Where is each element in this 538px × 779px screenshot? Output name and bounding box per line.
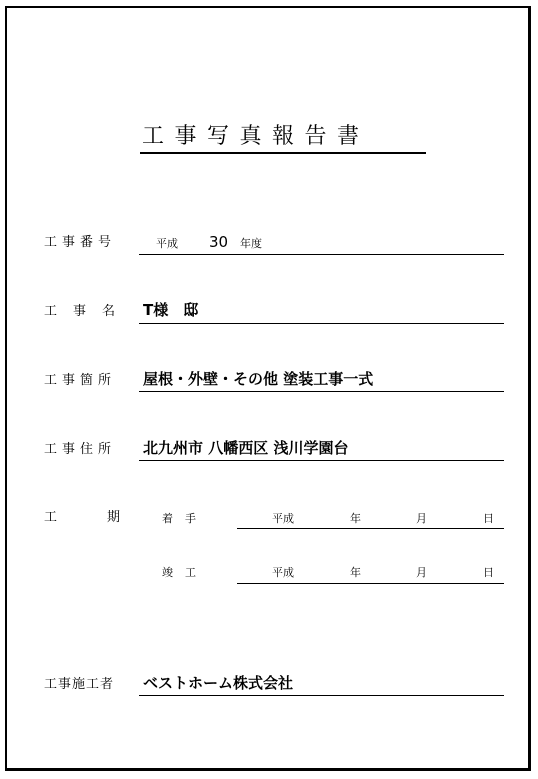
period-end-day: 日 xyxy=(483,566,494,579)
period-start-era: 平成 xyxy=(272,512,294,525)
period-start-label: 着手 xyxy=(162,512,208,525)
construction-name-value: T様 邸 xyxy=(143,301,199,319)
construction-location-label: 工事箇所 xyxy=(44,373,117,388)
contractor-label: 工事施工者 xyxy=(44,677,115,692)
contractor-rule xyxy=(139,695,504,696)
period-start-year: 年 xyxy=(350,512,361,525)
construction-address-value: 北九州市 八幡西区 浅川学園台 xyxy=(143,439,349,457)
construction-number-era: 平成 xyxy=(156,237,178,250)
period-start-rule xyxy=(237,528,504,529)
construction-number-label: 工事番号 xyxy=(44,235,117,250)
period-end-label: 竣工 xyxy=(162,566,208,579)
period-start-day: 日 xyxy=(483,512,494,525)
period-end-year: 年 xyxy=(350,566,361,579)
construction-number-rule xyxy=(139,254,504,255)
construction-period-label: 工期 xyxy=(44,510,171,525)
period-end-era: 平成 xyxy=(272,566,294,579)
construction-number-year-suffix: 年度 xyxy=(240,237,262,250)
construction-location-rule xyxy=(139,391,504,392)
construction-location-value: 屋根・外壁・その他 塗装工事一式 xyxy=(143,370,374,388)
construction-name-label: 工事名 xyxy=(44,304,132,319)
title-underline xyxy=(140,152,426,154)
document-title: 工事写真報告書 xyxy=(142,124,370,149)
contractor-value: ベストホーム株式会社 xyxy=(143,674,294,692)
construction-number-year: 30 xyxy=(209,233,229,251)
period-end-month: 月 xyxy=(416,566,427,579)
construction-address-rule xyxy=(139,460,504,461)
construction-address-label: 工事住所 xyxy=(44,442,117,457)
period-end-rule xyxy=(237,583,504,584)
period-start-month: 月 xyxy=(416,512,427,525)
construction-name-rule xyxy=(139,323,504,324)
